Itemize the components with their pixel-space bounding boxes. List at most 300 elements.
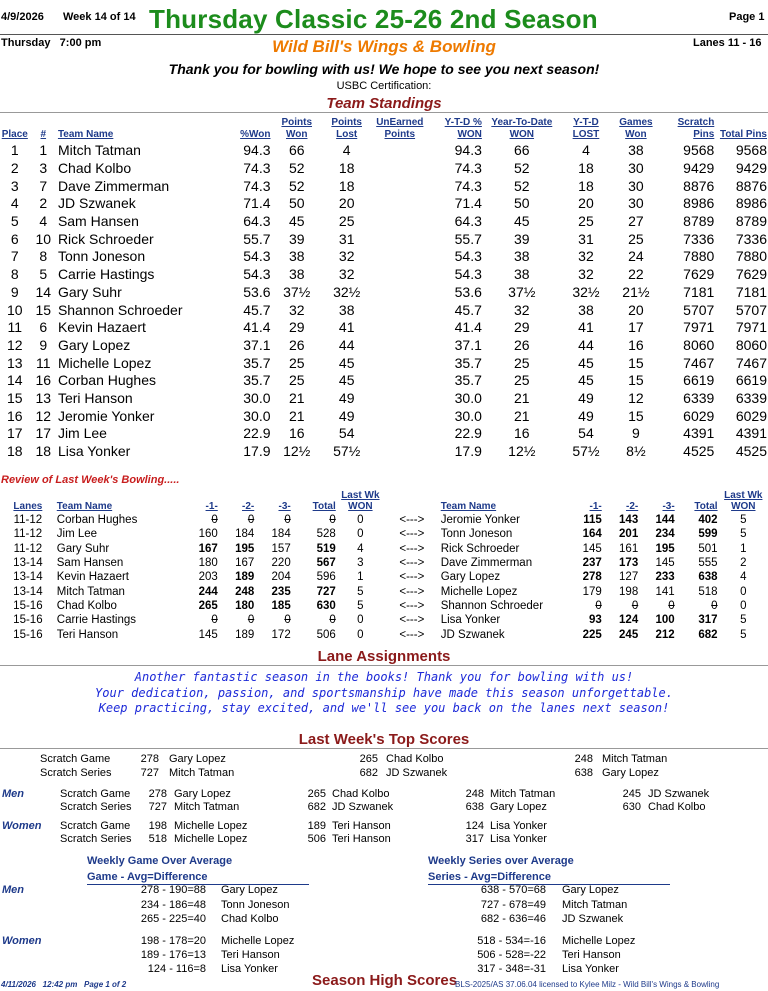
women-series-over-avg-bowler: Teri Hanson xyxy=(562,949,621,961)
standings-cell xyxy=(371,213,428,231)
versus-arrow: <---> xyxy=(399,514,425,527)
review-lanes: 11-12 xyxy=(13,514,43,527)
standings-cell: Tonn Joneson xyxy=(57,248,146,265)
footer-license: BLS-2025/AS 37.06.04 licensed to Kylee Milz - Wild Bill's Wings & Bowling xyxy=(455,980,720,989)
standings-cell: 7 xyxy=(39,177,48,194)
standings-row xyxy=(0,230,768,248)
women-game-over-avg-bowler: Lisa Yonker xyxy=(221,963,278,975)
men-series-over-avg-bowler: Gary Lopez xyxy=(562,884,619,896)
review-score-right: 237 xyxy=(582,557,602,570)
standings-cell: 32 xyxy=(288,301,305,318)
top-game-score: 265 xyxy=(359,753,378,765)
review-row xyxy=(0,627,768,641)
men-game-bowler: Mitch Tatman xyxy=(490,788,556,800)
versus-arrow: <---> xyxy=(399,528,425,541)
standings-cell: 18 xyxy=(338,177,355,194)
standings-cell: Chad Kolbo xyxy=(57,160,132,177)
standings-cell: 66 xyxy=(288,142,305,159)
women-game-over-avg-diff: 189 - 176=13 xyxy=(140,949,206,961)
standings-col-header: Year-To-Date WON xyxy=(491,117,553,140)
review-col-header: Total xyxy=(694,501,718,512)
standings-cell: 37.1 xyxy=(243,336,271,353)
women-scratch-game-label: Scratch Game xyxy=(60,820,131,832)
women-series-over-avg-diff: 506 - 528=-22 xyxy=(477,949,546,961)
standings-cell: 25 xyxy=(514,372,530,389)
review-col-header: -1- xyxy=(589,501,602,512)
standings-cell: 7336 xyxy=(683,230,715,247)
standings-cell xyxy=(371,248,428,266)
women-label: Women xyxy=(2,820,42,832)
footer-timestamp: 4/11/2026 12:42 pm Page 1 of 2 xyxy=(1,980,127,989)
standings-cell: 4391 xyxy=(683,425,715,442)
standings-cell: 50 xyxy=(288,195,305,212)
standings-col-header: Y-T-D % WON xyxy=(444,117,482,140)
standings-cell: 9429 xyxy=(735,160,767,177)
standings-row xyxy=(0,248,768,266)
men-series-score: 630 xyxy=(622,801,641,813)
page-number: Page 1 xyxy=(729,11,765,23)
review-score-right: 225 xyxy=(582,628,602,641)
standings-cell: 31 xyxy=(578,230,594,247)
standings-cell: 74.3 xyxy=(454,177,482,194)
standings-cell: 54.3 xyxy=(243,266,271,283)
review-won-right: 4 xyxy=(740,571,747,584)
review-score-left: 235 xyxy=(271,585,291,598)
standings-cell: 32 xyxy=(578,248,594,265)
review-lanes: 15-16 xyxy=(13,599,43,612)
review-score-right: 93 xyxy=(588,614,602,627)
standings-cell: 54.3 xyxy=(243,248,271,265)
standings-cell: 8876 xyxy=(735,177,767,194)
standings-cell: 20 xyxy=(578,195,594,212)
men-series-over-avg-bowler: JD Szwanek xyxy=(562,913,624,925)
standings-cell: 7880 xyxy=(683,248,715,265)
review-score-right: 0 xyxy=(595,599,602,612)
men-series-score: 638 xyxy=(465,801,484,813)
review-score-right: 164 xyxy=(582,528,602,541)
review-won-right: 0 xyxy=(740,599,747,612)
review-table xyxy=(0,490,768,642)
review-score-right: 212 xyxy=(655,628,675,641)
standings-cell: 15 xyxy=(628,354,644,371)
standings-cell: 8 xyxy=(39,248,48,265)
standings-cell: 15 xyxy=(7,389,23,406)
review-score-left: 220 xyxy=(271,557,291,570)
women-game-score: 189 xyxy=(307,820,326,832)
standings-cell xyxy=(371,390,428,408)
review-score-left: 0 xyxy=(247,614,255,627)
men-series-bowler: Gary Lopez xyxy=(490,801,547,813)
standings-cell: 17 xyxy=(628,319,644,336)
standings-cell xyxy=(371,354,428,372)
standings-cell xyxy=(371,142,428,160)
standings-cell: 14 xyxy=(7,372,23,389)
standings-cell: 52 xyxy=(288,160,305,177)
men-game-bowler: Gary Lopez xyxy=(174,788,231,800)
standings-cell: 27 xyxy=(628,213,644,230)
standings-cell: 54 xyxy=(578,425,594,442)
review-team-left: Corban Hughes xyxy=(56,514,138,527)
review-score-right: 402 xyxy=(698,514,718,527)
men-series-over-avg-diff: 638 - 570=68 xyxy=(480,884,546,896)
review-score-left: 157 xyxy=(271,542,291,555)
standings-cell xyxy=(371,407,428,425)
standings-cell: 32 xyxy=(578,266,594,283)
standings-cell: 21 xyxy=(514,407,530,424)
review-won-right: 5 xyxy=(740,514,747,527)
review-col-header: -1- xyxy=(205,501,218,512)
review-team-right: JD Szwanek xyxy=(440,628,505,641)
standings-cell: 30.0 xyxy=(454,407,482,424)
standings-cell: 17 xyxy=(7,425,23,442)
standings-cell: 38 xyxy=(288,248,305,265)
women-series-score: 506 xyxy=(307,833,326,845)
standings-cell: 52 xyxy=(514,177,530,194)
standings-col-header: # xyxy=(40,129,47,140)
review-score-left: 0 xyxy=(247,514,255,527)
standings-cell: 32 xyxy=(514,301,530,318)
women-series-score: 317 xyxy=(465,833,484,845)
review-won-left: 1 xyxy=(357,571,364,584)
standings-cell: 13 xyxy=(35,389,52,406)
standings-cell: 21 xyxy=(288,407,305,424)
review-score-right: 145 xyxy=(655,557,675,570)
team-standings-title: Team Standings xyxy=(326,95,442,112)
standings-cell xyxy=(371,177,428,195)
standings-cell: 16 xyxy=(288,425,305,442)
review-col-header: Team Name xyxy=(440,501,497,512)
standings-cell: 52 xyxy=(514,160,530,177)
thank-you-message: Thank you for bowling with us! We hope to see you next season! xyxy=(168,61,600,77)
standings-cell xyxy=(371,284,428,302)
review-row xyxy=(0,556,768,570)
standings-cell: 6 xyxy=(39,319,48,336)
standings-cell: 7336 xyxy=(735,230,767,247)
standings-cell: 64.3 xyxy=(454,213,482,230)
review-lanes: 11-12 xyxy=(13,542,43,555)
season-message-1: Another fantastic season in the books! Thank you for bowling with us! xyxy=(134,670,634,684)
standings-row xyxy=(0,142,768,160)
standings-cell: 30.0 xyxy=(243,407,271,424)
review-col-header: Total xyxy=(312,501,336,512)
standings-cell: 14 xyxy=(35,283,52,300)
standings-cell: 49 xyxy=(578,407,594,424)
men-game-over-avg-diff: 234 - 186=48 xyxy=(140,899,206,911)
standings-col-header: Total Pins xyxy=(719,129,767,140)
review-score-right: 179 xyxy=(582,585,602,598)
standings-cell: 38 xyxy=(514,248,530,265)
standings-cell: 18 xyxy=(338,160,355,177)
standings-cell: 18 xyxy=(35,443,52,460)
lanes-range: Lanes 11 - 16 xyxy=(693,37,762,49)
standings-cell: Gary Suhr xyxy=(57,283,122,300)
review-score-right: 195 xyxy=(655,542,675,555)
standings-cell: Dave Zimmerman xyxy=(57,177,170,194)
women-series-bowler: Michelle Lopez xyxy=(174,833,248,845)
review-won-left: 5 xyxy=(357,585,364,598)
standings-cell: 7629 xyxy=(735,266,767,283)
review-team-left: Teri Hanson xyxy=(56,628,119,641)
review-score-right: 599 xyxy=(698,528,718,541)
standings-cell: 35.7 xyxy=(243,372,271,389)
review-score-left: 519 xyxy=(316,542,336,555)
standings-cell: Shannon Schroeder xyxy=(57,301,183,318)
standings-cell: 7971 xyxy=(683,319,715,336)
women-scratch-series-label: Scratch Series xyxy=(60,833,132,845)
standings-cell: Mitch Tatman xyxy=(57,142,141,159)
standings-cell: 64.3 xyxy=(243,213,271,230)
standings-cell: 7467 xyxy=(735,354,767,371)
standings-cell: 15 xyxy=(35,301,52,318)
review-score-right: 141 xyxy=(655,585,675,598)
standings-cell: 22.9 xyxy=(454,425,482,442)
standings-cell: 22.9 xyxy=(243,425,271,442)
review-lanes: 13-14 xyxy=(13,585,43,598)
standings-cell: 20 xyxy=(338,195,355,212)
versus-arrow: <---> xyxy=(399,542,425,555)
standings-row xyxy=(0,301,768,319)
review-score-left: 167 xyxy=(235,557,255,570)
review-col-header: -3- xyxy=(278,501,291,512)
standings-cell: 22 xyxy=(628,266,644,283)
standings-cell: 24 xyxy=(628,248,644,265)
standings-cell: 4391 xyxy=(735,425,767,442)
top-game-score: 278 xyxy=(140,753,159,765)
review-won-left: 3 xyxy=(357,557,364,570)
review-team-right: Rick Schroeder xyxy=(440,542,520,555)
standings-cell: 71.4 xyxy=(454,195,482,212)
standings-col-header: Place xyxy=(1,129,28,140)
standings-cell xyxy=(371,160,428,178)
standings-cell: 54.3 xyxy=(454,248,482,265)
standings-row xyxy=(0,213,768,231)
standings-cell: 45.7 xyxy=(243,301,271,318)
lane-rule xyxy=(0,665,768,666)
standings-cell: 94.3 xyxy=(243,142,271,159)
top-game-bowler: Gary Lopez xyxy=(169,753,226,765)
review-col-header: -2- xyxy=(242,501,255,512)
standings-cell: 9429 xyxy=(683,160,715,177)
review-score-right: 124 xyxy=(619,614,639,627)
review-title: Review of Last Week's Bowling..... xyxy=(1,474,180,486)
standings-cell: 9568 xyxy=(735,142,767,159)
men-series-bowler: Chad Kolbo xyxy=(648,801,706,813)
standings-cell: 55.7 xyxy=(454,230,482,247)
standings-cell: 41.4 xyxy=(454,319,482,336)
standings-cell: 45 xyxy=(514,213,530,230)
standings-row xyxy=(0,337,768,355)
review-won-left: 0 xyxy=(357,628,364,641)
review-score-left: 203 xyxy=(198,571,218,584)
review-score-left: 506 xyxy=(316,628,336,641)
review-row xyxy=(0,570,768,584)
standings-cell: 9568 xyxy=(683,142,715,159)
women-game-bowler: Lisa Yonker xyxy=(490,820,547,832)
standings-cell: 7880 xyxy=(735,248,767,265)
game-over-average-title: Weekly Game Over Average xyxy=(87,855,233,867)
standings-cell: 30 xyxy=(628,195,644,212)
review-score-left: 189 xyxy=(235,628,255,641)
standings-row xyxy=(0,443,768,461)
standings-cell: 53.6 xyxy=(243,283,271,300)
review-score-left: 0 xyxy=(211,614,218,627)
scratch-series-label: Scratch Series xyxy=(40,767,112,779)
men-game-over-avg-bowler: Gary Lopez xyxy=(221,884,278,896)
standings-cell: Carrie Hastings xyxy=(57,266,155,283)
standings-cell: 18 xyxy=(578,160,594,177)
standings-cell: 32 xyxy=(338,248,355,265)
standings-cell xyxy=(371,443,428,461)
standings-cell: 37.1 xyxy=(454,336,482,353)
standings-cell: 10 xyxy=(35,230,52,247)
men-scratch-series-label: Scratch Series xyxy=(60,801,132,813)
standings-row xyxy=(0,266,768,284)
standings-cell: 49 xyxy=(578,389,594,406)
review-score-right: 0 xyxy=(668,599,675,612)
standings-cell: 5 xyxy=(39,266,48,283)
versus-arrow: <---> xyxy=(399,585,425,598)
standings-cell: 25 xyxy=(628,230,644,247)
women-game-bowler: Michelle Lopez xyxy=(174,820,248,832)
versus-arrow: <---> xyxy=(399,557,425,570)
review-team-right: Jeromie Yonker xyxy=(440,514,520,527)
standings-cell: 5 xyxy=(10,213,19,230)
women-game-bowler: Teri Hanson xyxy=(332,820,391,832)
standings-cell: 30 xyxy=(628,177,644,194)
standings-cell: 54 xyxy=(338,425,355,442)
review-lanes: 15-16 xyxy=(13,628,43,641)
standings-cell: 4 xyxy=(582,142,590,159)
top-game-bowler: Mitch Tatman xyxy=(602,753,668,765)
standings-cell: 45 xyxy=(288,213,305,230)
standings-cell: 38 xyxy=(578,301,594,318)
review-score-left: 180 xyxy=(235,599,255,612)
standings-col-header: Scratch Pins xyxy=(677,117,715,140)
standings-cell: 49 xyxy=(338,407,355,424)
standings-cell: 8876 xyxy=(683,177,715,194)
standings-cell: 15 xyxy=(628,372,644,389)
review-score-left: 567 xyxy=(316,557,336,570)
review-row xyxy=(0,599,768,613)
review-lanes: 13-14 xyxy=(13,571,43,584)
standings-cell: 12½ xyxy=(283,443,311,460)
standings-cell: 12 xyxy=(35,407,52,424)
review-team-right: Michelle Lopez xyxy=(440,585,518,598)
standings-cell: 26 xyxy=(514,336,530,353)
standings-cell: Corban Hughes xyxy=(57,372,156,389)
standings-cell: 50 xyxy=(514,195,530,212)
standings-cell: 53.6 xyxy=(454,283,482,300)
women-series-bowler: Teri Hanson xyxy=(332,833,391,845)
standings-cell: 35.7 xyxy=(243,354,271,371)
standings-cell: 45 xyxy=(338,354,355,371)
report-date: 4/9/2026 xyxy=(1,11,44,23)
standings-cell: 55.7 xyxy=(243,230,271,247)
standings-cell: 3 xyxy=(39,160,48,177)
standings-cell: 16 xyxy=(514,425,530,442)
review-won-left: 0 xyxy=(357,514,364,527)
standings-cell: 57½ xyxy=(333,443,361,460)
standings-cell: Teri Hanson xyxy=(57,389,133,406)
standings-cell: 6339 xyxy=(683,389,715,406)
standings-cell: 9 xyxy=(10,283,19,300)
review-score-right: 501 xyxy=(698,542,718,555)
standings-cell: Jeromie Yonker xyxy=(57,407,155,424)
review-score-right: 161 xyxy=(619,542,639,555)
oa-men-label: Men xyxy=(2,884,24,896)
standings-cell: 18 xyxy=(578,177,594,194)
standings-cell: 5707 xyxy=(735,301,767,318)
women-game-score: 198 xyxy=(148,820,167,832)
standings-cell: 57½ xyxy=(572,443,600,460)
standings-cell: 11 xyxy=(35,354,51,371)
standings-cell: 21½ xyxy=(622,283,650,300)
women-game-over-avg-diff: 198 - 178=20 xyxy=(140,935,206,947)
review-score-left: 0 xyxy=(284,614,291,627)
review-col-header: Last Wk WON xyxy=(724,490,763,512)
standings-table xyxy=(0,117,768,460)
standings-row xyxy=(0,372,768,390)
standings-cell: 66 xyxy=(514,142,530,159)
review-won-right: 5 xyxy=(740,628,747,641)
standings-col-header: Games Won xyxy=(619,117,653,140)
review-team-left: Chad Kolbo xyxy=(56,599,117,612)
standings-cell: 4 xyxy=(10,195,19,212)
standings-cell: 6619 xyxy=(683,372,715,389)
standings-cell: 45 xyxy=(338,372,355,389)
standings-cell: 17.9 xyxy=(454,443,482,460)
standings-cell: 74.3 xyxy=(454,160,482,177)
review-lanes: 11-12 xyxy=(13,528,43,541)
standings-cell: 35.7 xyxy=(454,354,482,371)
standings-cell: 37½ xyxy=(283,283,311,300)
standings-cell: 25 xyxy=(288,372,305,389)
standings-cell: 9 xyxy=(39,336,48,353)
women-game-over-avg-bowler: Teri Hanson xyxy=(221,949,280,961)
men-game-score: 265 xyxy=(307,788,326,800)
women-series-over-avg-diff: 317 - 348=-31 xyxy=(477,963,546,975)
standings-cell: 4 xyxy=(342,142,351,159)
standings-cell: 7467 xyxy=(683,354,715,371)
standings-cell xyxy=(371,195,428,213)
review-score-right: 127 xyxy=(619,571,639,584)
review-score-right: 143 xyxy=(619,514,639,527)
review-score-left: 727 xyxy=(316,585,336,598)
standings-cell: 12 xyxy=(628,389,644,406)
review-score-right: 100 xyxy=(655,614,675,627)
review-score-right: 115 xyxy=(583,514,602,527)
standings-cell: 17 xyxy=(35,425,52,442)
standings-cell: 41 xyxy=(338,319,355,336)
standings-cell xyxy=(371,372,428,390)
game-over-average-sub: Game - Avg=Difference xyxy=(87,871,208,883)
standings-cell: 2 xyxy=(10,160,19,177)
review-team-left: Gary Suhr xyxy=(56,542,110,555)
standings-cell: 45.7 xyxy=(454,301,482,318)
review-team-left: Sam Hansen xyxy=(56,557,124,570)
scratch-game-label: Scratch Game xyxy=(40,753,111,765)
women-game-over-avg-diff: 124 - 116=8 xyxy=(147,963,206,975)
standings-cell: 8986 xyxy=(683,195,715,212)
top-series-bowler: Mitch Tatman xyxy=(169,767,235,779)
women-series-over-avg-diff: 518 - 534=-16 xyxy=(477,935,546,947)
review-won-right: 5 xyxy=(740,528,747,541)
standings-cell: 7 xyxy=(10,248,19,265)
standings-cell: 54.3 xyxy=(454,266,482,283)
review-score-right: 198 xyxy=(619,585,639,598)
review-won-right: 0 xyxy=(740,585,747,598)
standings-cell xyxy=(371,425,428,443)
